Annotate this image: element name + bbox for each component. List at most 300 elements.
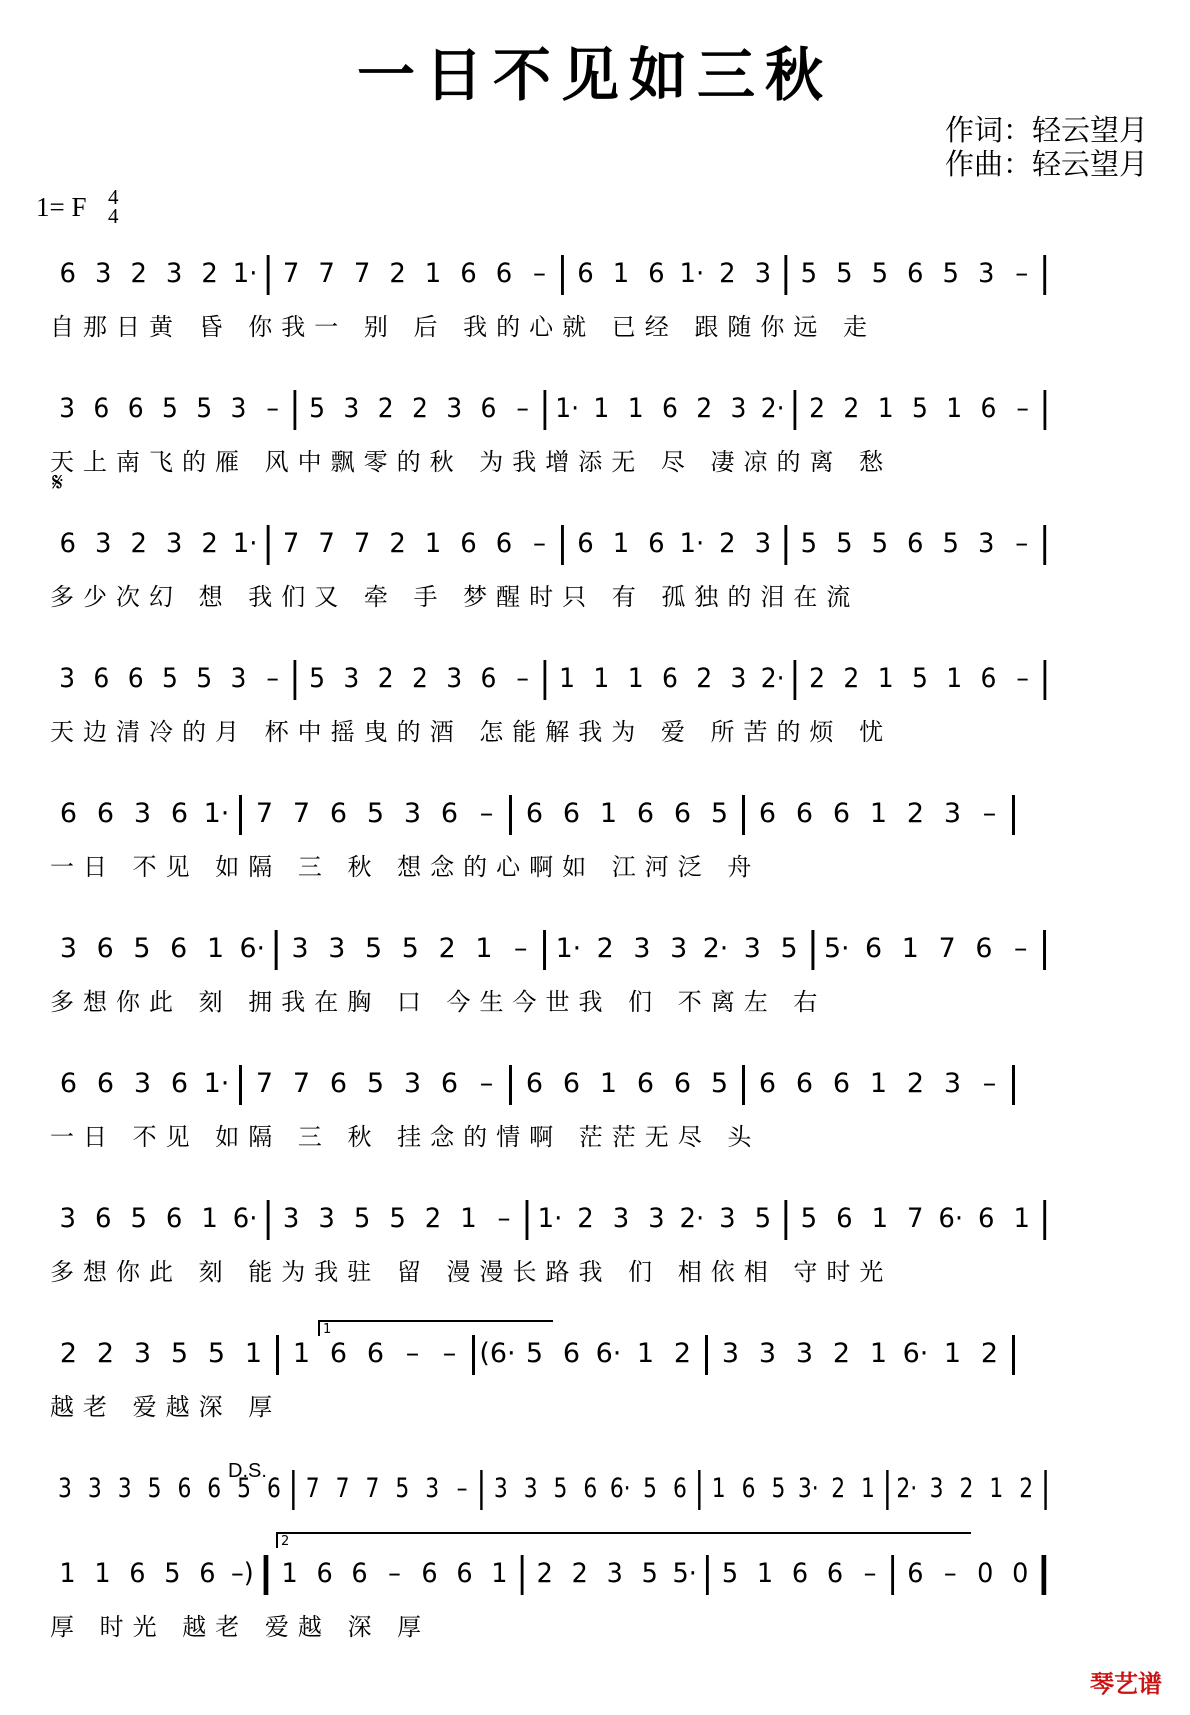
key-signature: 1= F [36,192,87,222]
notes-line [50,660,1050,710]
bar-line [1043,930,1046,970]
note: 5 [395,1473,410,1504]
note: 5 [133,933,151,964]
bar-line [1012,1335,1015,1375]
bar-line [239,795,242,835]
note: – [943,1558,957,1589]
bar-line [561,525,564,565]
note: 3 [59,393,76,424]
note: – [497,1203,511,1234]
lyrics-line: 自那日黄 昏 你我一 别 后 我的心就 已经 跟随你远 走 [50,313,877,341]
note: 6 [562,1338,581,1369]
bar-line [886,1470,888,1510]
note: 5 [147,1473,162,1504]
notes-line [50,1470,1050,1520]
note: 6 [170,798,189,829]
note: 5 [800,258,818,289]
note: 5 [553,1473,568,1504]
note: 6 [456,1558,473,1589]
note: 3 [343,393,360,424]
notes-line [50,1065,1019,1115]
note: 2 [96,1338,115,1369]
score-system [0,930,1190,1060]
bar-line [526,1200,529,1240]
note: 6 [207,1473,222,1504]
bar-line [543,930,546,970]
note: 5 [309,393,326,424]
note: 5 [366,1068,385,1099]
note: 2 [843,663,860,694]
note: 6 [525,798,544,829]
note: 5 [196,393,213,424]
note: 6 [673,1068,692,1099]
score-system [0,660,1190,790]
bar-line [698,1470,700,1510]
note: 1 [599,798,618,829]
note: 2 [424,1203,442,1234]
note: 6 [170,1068,189,1099]
note: 5 [771,1473,786,1504]
note: – [516,663,529,694]
note: 1 [491,1558,508,1589]
bar-line [742,795,745,835]
note: 2· [760,393,785,424]
bar-line [264,1555,269,1595]
note: 3 [648,1203,665,1234]
note: – [442,1338,457,1369]
note: 3 [318,1203,335,1234]
lyricist-credit: 作词：轻云望月 [944,113,1148,147]
note: 3 [403,1068,422,1099]
note: 6 [673,798,692,829]
note: 6 [96,933,114,964]
note: 1· [232,258,258,289]
score-system [0,255,1190,385]
note: 6 [93,393,110,424]
note: 2 [201,528,218,559]
note: 6 [93,663,110,694]
note: (6· [479,1338,516,1369]
note: 5 [641,1558,658,1589]
bar-line [544,390,547,430]
note: 1 [424,258,442,289]
note: 2 [377,393,394,424]
ds-marking: D.S. [228,1460,267,1482]
note: 5 [800,528,818,559]
note: 3 [133,1338,152,1369]
note: 1 [901,933,919,964]
note: 2 [906,798,925,829]
bar-line [521,1555,524,1595]
note: –) [230,1558,254,1589]
lyrics-line: 厚 时光 越老 爱越 深 厚 [50,1613,431,1641]
bar-line [784,525,787,565]
note: 1 [593,393,610,424]
note: 3 [758,1338,777,1369]
bar-line [276,1335,279,1375]
bar-line [294,660,297,700]
note: 2 [959,1473,974,1504]
note: 6 [661,393,678,424]
note: 6 [673,1473,687,1504]
note: 6 [421,1558,438,1589]
note: 6· [609,1473,631,1504]
note: 3 [754,528,772,559]
note: 5 [401,933,419,964]
note: 0 [1012,1558,1029,1589]
bar-line [811,930,814,970]
note: 6 [480,393,497,424]
note: 1 [599,1068,618,1099]
note: 5 [721,1558,739,1589]
note: 5· [823,933,850,964]
bar-line [1041,1555,1046,1595]
note: 5 [836,528,853,559]
bar-line [794,390,797,430]
note: – [982,1068,997,1099]
note: – [266,393,279,424]
note: 1 [877,393,894,424]
note: 2 [831,1473,846,1504]
bar-line [705,1335,708,1375]
site-logo: 琴艺谱 [1090,1670,1162,1698]
note: 3 [523,1473,538,1504]
note: 5 [871,528,889,559]
note: 6 [329,798,348,829]
note: 3 [165,258,183,289]
note: 1· [679,528,705,559]
note: 5 [754,1203,772,1234]
note: 3 [59,933,77,964]
bar-line [891,1555,894,1595]
note: 6 [460,258,477,289]
note: 6 [795,1068,814,1099]
note: 2 [980,1338,999,1369]
note: 2 [536,1558,553,1589]
note: 5· [672,1558,697,1589]
composer-credit: 作曲：轻云望月 [944,147,1148,181]
note: 7 [907,1203,924,1234]
note: 6 [907,1558,924,1589]
note: 3 [730,663,747,694]
note: 1 [612,258,630,289]
bar-line [472,1335,475,1375]
first-ending-bracket: 1 [318,1320,553,1336]
note: 3 [743,933,761,964]
lyrics-line: 多想你此 刻 拥我在胸 口 今生今世我 们 不离左 右 [50,988,827,1016]
bar-line [1012,1065,1015,1105]
note: 3 [493,1473,508,1504]
note: 1 [946,393,963,424]
note: 7 [292,798,311,829]
note: 3 [943,1068,962,1099]
notes-line [50,525,1050,575]
note: 6 [59,258,76,289]
note: – [516,393,529,424]
note: 6 [440,798,459,829]
note: 2 [130,258,147,289]
note: 6 [836,1203,853,1234]
notes-line [50,930,1050,980]
note: 3 [943,798,962,829]
note: 6 [129,1558,146,1589]
note: 5 [161,663,178,694]
note: 3 [59,663,76,694]
lyrics-line: 一日 不见 如隔 三 秋 挂念的情啊 茫茫无尽 头 [50,1123,761,1151]
note: 1· [203,1068,230,1099]
lyrics-line: 越老 爱越深 厚 [50,1393,282,1421]
note: 7 [353,528,371,559]
bar-line [1043,525,1046,565]
note: 1· [555,393,580,424]
note: 7 [255,1068,274,1099]
note: 1 [201,1203,218,1234]
note: 1· [232,528,258,559]
note: 6 [59,798,78,829]
note: 3 [165,528,183,559]
note: 5 [710,1068,729,1099]
note: – [1016,393,1029,424]
note: 1 [871,1203,889,1234]
note: 3 [754,258,772,289]
note: 5 [207,1338,226,1369]
note: 7 [282,528,300,559]
note: 1 [756,1558,774,1589]
note: 3 [633,933,651,964]
note: – [1015,528,1029,559]
note: 5 [942,258,960,289]
note: 7 [365,1473,380,1504]
note: 2 [389,258,406,289]
note: 6 [267,1473,281,1504]
score-system [0,525,1190,655]
note: 1 [559,663,576,694]
note: 1 [94,1558,111,1589]
note: 5 [309,663,326,694]
bar-line [794,660,797,700]
note: – [405,1338,420,1369]
note: 2 [577,1203,594,1234]
note: 6 [636,1068,655,1099]
note: 3 [446,663,463,694]
note: 3 [57,1473,72,1504]
note: 5 [130,1203,147,1234]
note: 0 [977,1558,994,1589]
note: 1 [206,933,225,964]
note: 2· [679,1203,705,1234]
note: 6 [758,1068,777,1099]
note: 5 [196,663,213,694]
bar-line [1043,255,1046,295]
note: 2 [571,1558,588,1589]
note: 5 [911,663,928,694]
note: 6 [832,1068,851,1099]
note: 7 [318,528,335,559]
note: 6 [96,798,115,829]
note: 6· [595,1338,622,1369]
note: 3 [721,1338,740,1369]
note: 1 [627,393,644,424]
note: 5 [525,1338,544,1369]
note: – [1015,258,1029,289]
note: 6 [907,528,924,559]
bar-line [784,255,787,295]
note: 7 [305,1473,320,1504]
note: 6 [366,1338,385,1369]
note: 6 [170,933,188,964]
note: 5 [800,1203,818,1234]
note: 5 [353,1203,371,1234]
note: 6 [832,798,851,829]
note: 6 [978,1203,995,1234]
note: 6 [980,393,997,424]
note: 6 [59,528,76,559]
bar-line [706,1555,709,1595]
note: 7 [318,258,335,289]
note: 6 [165,1203,183,1234]
note: 6 [975,933,993,964]
bar-line [267,525,270,565]
note: 2 [809,663,826,694]
note: 2 [843,393,860,424]
note: 6 [440,1068,459,1099]
note: 2 [906,1068,925,1099]
bar-line [509,795,512,835]
note: – [863,1558,877,1589]
note: – [532,528,546,559]
note: 3 [59,1203,76,1234]
bar-line [275,930,278,970]
note: 6 [791,1558,809,1589]
note: – [456,1473,468,1504]
note: 2 [673,1338,692,1369]
note: 6 [661,663,678,694]
note: 3 [133,798,152,829]
note: 6 [648,528,665,559]
note: 6 [826,1558,844,1589]
note: 7 [335,1473,350,1504]
bar-line [267,1200,270,1240]
note: 3 [670,933,688,964]
note: 6 [495,528,513,559]
note: – [982,798,997,829]
note: – [513,933,528,964]
note: 6 [562,798,581,829]
note: 3 [795,1338,814,1369]
note: 1 [612,528,630,559]
note: 1 [869,1068,888,1099]
note: 1 [946,663,963,694]
time-sig-top: 4 [108,185,119,209]
note: 5 [170,1338,189,1369]
note: 7 [282,258,300,289]
note: 3 [606,1558,623,1589]
bar-line [480,1470,482,1510]
note: – [388,1558,401,1589]
note: 6 [648,258,665,289]
note: 2 [201,258,218,289]
note: 1 [989,1473,1004,1504]
bar-line [267,255,270,295]
note: 5 [161,393,178,424]
notes-line [50,390,1050,440]
note: 1 [877,663,894,694]
note: 6 [127,663,144,694]
note: 5 [643,1473,658,1504]
note: 6· [902,1338,929,1369]
note: 1 [593,663,610,694]
notes-line [50,795,1019,845]
note: 2 [719,258,736,289]
note: – [532,258,546,289]
note: 6 [795,798,814,829]
note: 5 [942,528,960,559]
note: 3 [117,1473,132,1504]
note: 6 [636,798,655,829]
note: 6· [938,1203,964,1234]
note: 6· [239,933,266,964]
score-system [0,795,1190,925]
note: 3 [730,393,747,424]
time-signature [108,185,119,228]
bar-line [1044,390,1047,430]
note: 5 [871,258,889,289]
note: 2 [438,933,456,964]
note: 2 [411,393,428,424]
note: 7 [292,1068,311,1099]
segno-icon: 𝄋 [52,468,64,498]
note: 7 [938,933,956,964]
note: 6 [460,528,477,559]
note: 1· [555,933,582,964]
note: – [1013,933,1028,964]
note: 1 [292,1338,311,1369]
note: 2 [59,1338,78,1369]
note: 6 [94,1203,112,1234]
song-title: 一日不见如三秋 [356,41,833,109]
note: 6 [329,1338,348,1369]
note: 2 [377,663,394,694]
note: 3 [403,798,422,829]
notes-line [50,1555,1050,1605]
second-ending-bracket: 2 [276,1532,971,1548]
note: 2 [596,933,614,964]
note: 1 [711,1473,726,1504]
note: 6 [562,1068,581,1099]
bar-line [1044,660,1047,700]
bar-line [561,255,564,295]
note: 2 [389,528,406,559]
note: 3 [94,528,112,559]
score-system [0,1065,1190,1195]
note: 1 [636,1338,655,1369]
score-system [0,390,1190,520]
bar-line [239,1065,242,1105]
note: 6 [525,1068,544,1099]
note: 6· [232,1203,258,1234]
note: 1 [627,663,644,694]
note: 2 [809,393,826,424]
note: 5 [365,933,383,964]
notes-line [50,1200,1050,1250]
note: 6 [495,258,513,289]
bar-line [292,1470,294,1510]
note: 6 [583,1473,598,1504]
bar-line [1044,1470,1046,1510]
note: – [266,663,279,694]
note: 1 [943,1338,962,1369]
note: 3 [978,528,995,559]
